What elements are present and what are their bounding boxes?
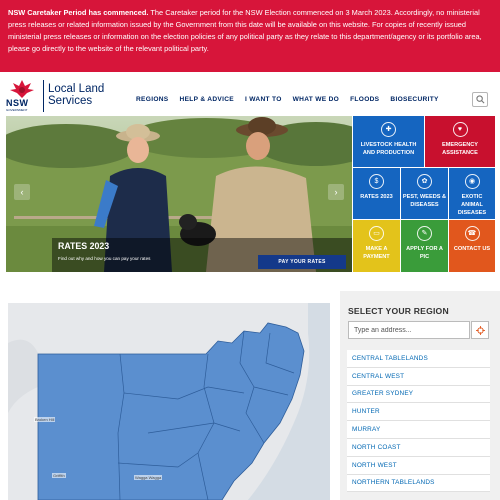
pest-icon: ✿ [417,174,432,189]
nav-what-we-do[interactable]: WHAT WE DO [292,96,340,103]
nav-regions[interactable]: REGIONS [136,96,169,103]
nav-biosecurity[interactable]: BIOSECURITY [390,96,439,103]
lls-logo[interactable] [6,78,116,112]
banner-text: The Caretaker period for the NSW Election commenced on 3 March 2023. Accordingly, no ministerial press releases or related information issued by the Government from this date will be available on this website. For copies of recently issued ministerial press releases or information on the election policies of any political party as they relate to this department/agency or its portfolio area, please go directly to the website of the relevant political party. [8,8,482,53]
search-button[interactable] [472,92,488,107]
tile-emergency-assistance[interactable] [425,116,495,167]
hero-next-button[interactable] [328,184,344,200]
tile-rates-2023[interactable] [353,168,400,219]
map-label-wagga-wagga: Wagga Wagga [135,475,162,480]
nsw-government-text: GOVERNMENT [6,108,28,112]
tile-pest-weeds-diseases[interactable] [401,168,448,219]
region-item-central-west[interactable]: CENTRAL WEST [347,368,490,386]
exotic-icon: ◉ [465,174,480,189]
tile-livestock-health[interactable] [353,116,424,167]
logo-name [48,83,104,107]
emergency-icon: ♥ [453,122,468,137]
caretaker-banner [0,0,500,72]
payment-icon: ▭ [369,226,384,241]
hero-subtitle: Find out why and how you can pay your rates [58,256,151,261]
tile-pic-label: APPLY FOR A PIC [406,246,443,260]
region-list [347,350,490,492]
nav-floods[interactable]: FLOODS [350,96,380,103]
logo-name-line2: Services [48,95,93,107]
nav-help-advice[interactable]: HELP & ADVICE [179,96,234,103]
address-search-input[interactable] [348,321,470,339]
tile-contact-us[interactable] [449,220,495,272]
region-item-greater-sydney[interactable]: GREATER SYDNEY [347,386,490,404]
nav-i-want-to[interactable]: I WANT TO [244,96,282,103]
tile-make-a-payment[interactable] [353,220,400,272]
map-label-broken-hill: Broken Hill [35,417,55,422]
main-nav [136,96,450,103]
tile-exotic-animal-diseases[interactable] [449,168,495,219]
pic-icon: ✎ [417,226,432,241]
chevron-right-icon: › [334,187,338,197]
region-item-northern-tablelands[interactable]: NORTHERN TABLELANDS [347,475,490,493]
tile-emergency-label: EMERGENCY ASSISTANCE [441,142,479,156]
region-item-hunter[interactable]: HUNTER [347,403,490,421]
region-item-north-coast[interactable]: NORTH COAST [347,439,490,457]
chevron-left-icon: ‹ [20,187,24,197]
tile-exotic-label: EXOTIC ANIMAL DISEASES [457,194,487,216]
waratah-icon [6,78,38,100]
map-label-griffith: Griffith [53,473,65,478]
tile-apply-for-a-pic[interactable] [401,220,448,272]
tile-rates-label: RATES 2023 [360,194,393,200]
pay-your-rates-button[interactable]: PAY YOUR RATES [258,255,346,269]
region-map[interactable] [8,303,330,500]
region-item-murray[interactable]: MURRAY [347,421,490,439]
tile-contact-label: CONTACT US [453,246,491,252]
select-region-title: SELECT YOUR REGION [348,306,449,316]
banner-heading: NSW Caretaker Period has commenced. [8,8,149,17]
crosshair-icon [476,326,485,335]
search-icon [476,95,485,104]
region-item-north-west[interactable]: NORTH WEST [347,457,490,475]
tile-pest-label: PEST, WEEDS & DISEASES [402,194,447,208]
region-item-central-tablelands[interactable]: CENTRAL TABLELANDS [347,350,490,368]
hero-title: RATES 2023 [58,241,110,251]
nsw-region-map [8,303,330,500]
hero-prev-button[interactable] [14,184,30,200]
locate-me-button[interactable] [471,321,489,339]
livestock-icon: ✚ [381,122,396,137]
contact-icon: ☎ [465,226,480,241]
rates-icon: $ [369,174,384,189]
site-header [0,72,500,116]
nsw-wordmark: NSW [6,98,29,108]
tile-payment-label: MAKE A PAYMENT [363,246,390,260]
tile-livestock-label: LIVESTOCK HEALTH AND PRODUCTION [360,142,417,156]
logo-name-line1: Local Land [48,83,105,95]
logo-divider [43,80,44,112]
